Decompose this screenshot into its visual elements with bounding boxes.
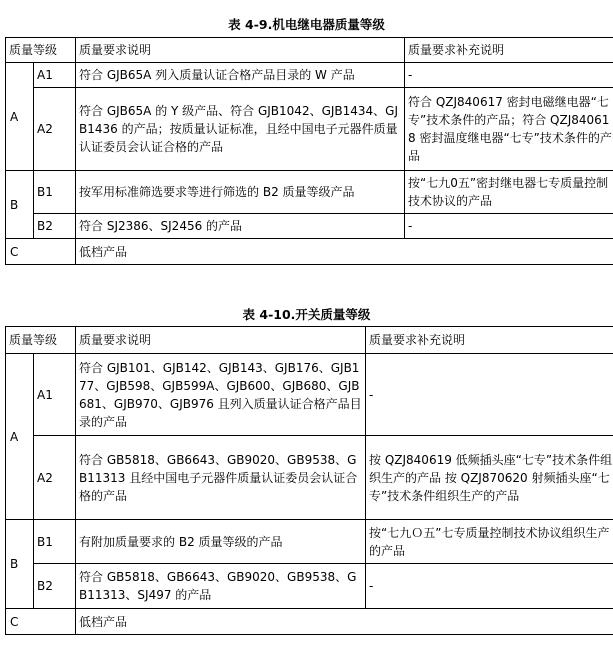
table2-header-row <box>6 327 613 354</box>
supplement-cell: - <box>366 564 613 609</box>
table2-title: 表 4-10.开关质量等级 <box>242 307 371 322</box>
subgrade-cell: B1 <box>34 171 76 214</box>
table-row <box>6 609 613 635</box>
subgrade-cell: B2 <box>34 214 76 239</box>
table-row <box>6 436 613 520</box>
supplement-header: 质量要求补充说明 <box>405 38 613 63</box>
table-row <box>6 171 613 214</box>
grade-cell: B <box>6 520 34 609</box>
requirement-cell: 符合 GB5818、GB6643、GB9020、GB9538、GB11313 且经中国电子元器件质量认证委员会认证合格的产品 <box>76 436 366 520</box>
requirement-cell: 按军用标准筛选要求等进行筛选的 B2 质量等级产品 <box>76 171 405 214</box>
table1 <box>5 37 613 265</box>
supplement-cell: 按“七九0五”密封继电器七专质量控制技术协议的产品 <box>405 171 613 214</box>
requirement-cell: 符合 GB5818、GB6643、GB9020、GB9538、GB11313、SJ497 的产品 <box>76 564 366 609</box>
table-row <box>6 88 613 171</box>
requirement-header: 质量要求说明 <box>76 327 366 354</box>
supplement-cell: 符合 QZJ840617 密封电磁继电器“七专”技术条件的产品；符合 QZJ840618 密封温度继电器“七专”技术条件的产品 <box>405 88 613 171</box>
table2 <box>5 326 613 635</box>
grade-header: 质量等级 <box>6 327 76 354</box>
grade-cell: C <box>6 609 76 635</box>
requirement-header: 质量要求说明 <box>76 38 405 63</box>
supplement-cell: - <box>405 214 613 239</box>
grade-cell: B <box>6 171 34 239</box>
subgrade-cell: A1 <box>34 354 76 436</box>
requirement-cell: 符合 GJB65A 列入质量认证合格产品目录的 W 产品 <box>76 63 405 88</box>
requirement-cell: 低档产品 <box>76 609 613 635</box>
supplement-cell: 按 QZJ840619 低频插头座“七专”技术条件组织生产的产品 按 QZJ870620 射频插头座“七专”技术条件组织生产的产品 <box>366 436 613 520</box>
supplement-cell: 按“七九Ｏ五”七专质量控制技术协议组织生产的产品 <box>366 520 613 564</box>
requirement-cell: 有附加质量要求的 B2 质量等级的产品 <box>76 520 366 564</box>
table-row <box>6 520 613 564</box>
grade-cell: A <box>6 354 34 520</box>
table-row <box>6 214 613 239</box>
subgrade-cell: B2 <box>34 564 76 609</box>
supplement-header: 质量要求补充说明 <box>366 327 613 354</box>
table1-header-row <box>6 38 613 63</box>
table1-title: 表 4-9.机电继电器质量等级 <box>228 17 385 32</box>
table-row <box>6 63 613 88</box>
grade-cell: A <box>6 63 34 171</box>
supplement-cell: - <box>366 354 613 436</box>
table-row <box>6 239 613 265</box>
requirement-cell: 符合 SJ2386、SJ2456 的产品 <box>76 214 405 239</box>
table-row <box>6 354 613 436</box>
subgrade-cell: A2 <box>34 436 76 520</box>
requirement-cell: 低档产品 <box>76 239 613 265</box>
table-row <box>6 564 613 609</box>
grade-header: 质量等级 <box>6 38 76 63</box>
grade-cell: C <box>6 239 76 265</box>
subgrade-cell: A1 <box>34 63 76 88</box>
subgrade-cell: B1 <box>34 520 76 564</box>
requirement-cell: 符合 GJB101、GJB142、GJB143、GJB176、GJB177、GJB598、GJB599A、GJB600、GJB680、GJB681、GJB970、GJB976 且列入质量认证合格产品目录的产品 <box>76 354 366 436</box>
supplement-cell: - <box>405 63 613 88</box>
subgrade-cell: A2 <box>34 88 76 171</box>
requirement-cell: 符合 GJB65A 的 Y 级产品、符合 GJB1042、GJB1434、GJB1436 的产品；按质量认证标准，且经中国电子元器件质量认证委员会认证合格的产品 <box>76 88 405 171</box>
